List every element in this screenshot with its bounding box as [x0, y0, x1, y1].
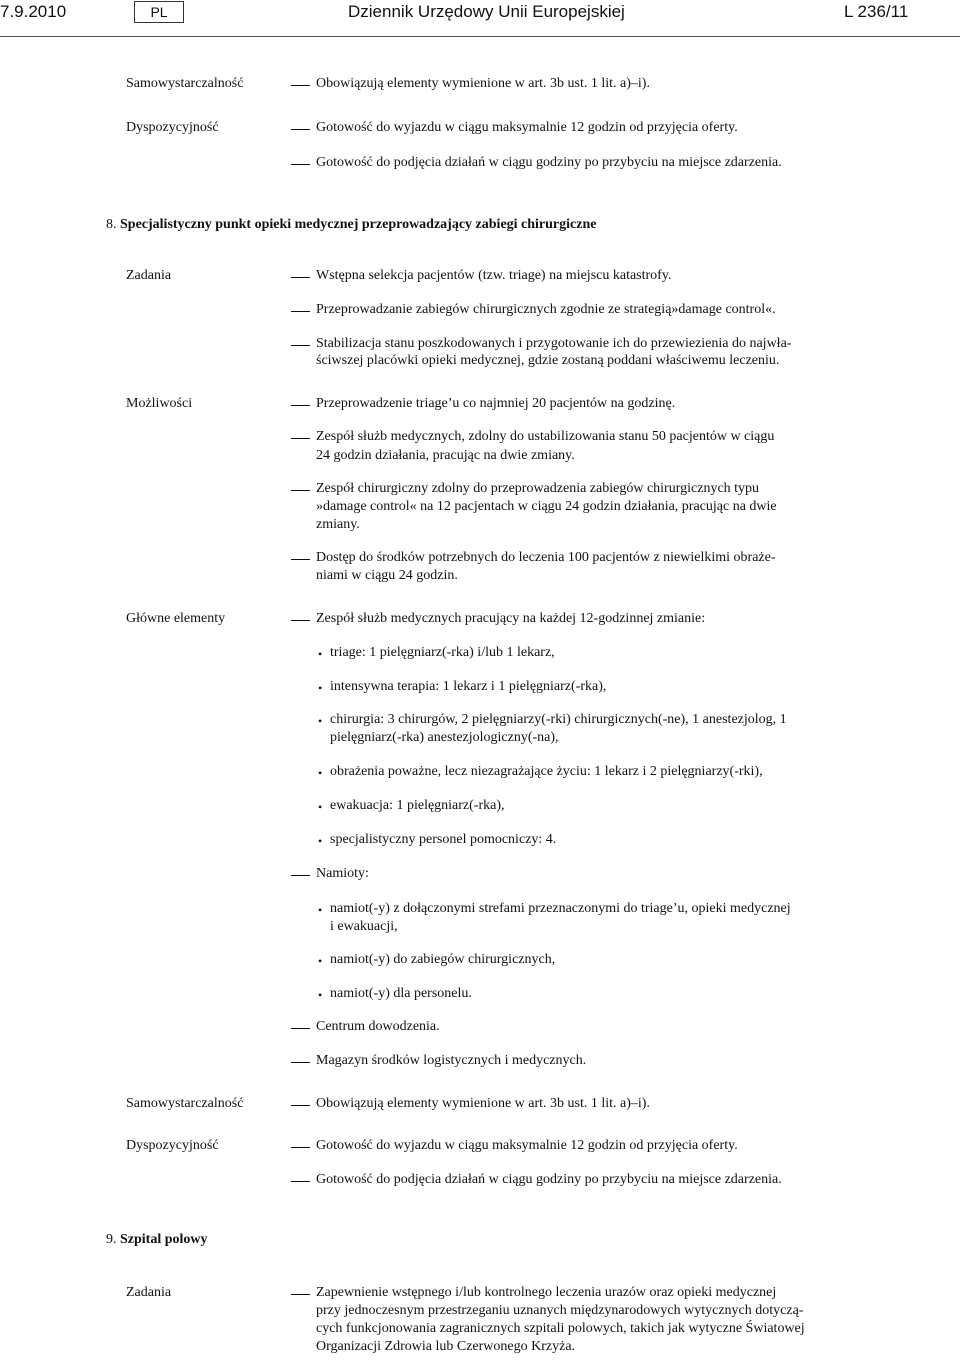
dash-marker: [291, 277, 310, 278]
list-item-continuation: zmiany.: [316, 517, 360, 532]
page-reference: L 236/11: [844, 2, 909, 21]
list-item: Zapewnienie wstępnego i/lub kontrolnego leczenia urazów oraz opieki medycznej: [316, 1285, 777, 1300]
list-item: Centrum dowodzenia.: [316, 1019, 440, 1034]
dash-marker: [291, 875, 310, 876]
list-item: Obowiązują elementy wymienione w art. 3b ust. 1 lit. a)–i).: [316, 1096, 650, 1111]
sub-list-item: chirurgia: 3 chirurgów, 2 pielęgniarzy(-rki) chirurgicznych(-ne), 1 anestezjolog, 1: [330, 712, 787, 727]
row-label-dyspozycyjnosc: Dyspozycyjność: [126, 1138, 219, 1153]
dash-marker: [291, 1062, 310, 1063]
dash-marker: [291, 129, 310, 130]
header-date: 7.9.2010: [0, 2, 67, 21]
row-label-dyspozycyjnosc: Dyspozycyjność: [126, 120, 219, 135]
list-item: Obowiązują elementy wymienione w art. 3b ust. 1 lit. a)–i).: [316, 76, 650, 91]
dash-marker: [291, 405, 310, 406]
dash-marker: [291, 1105, 310, 1106]
bullet-icon: •: [318, 714, 323, 728]
dash-marker: [291, 311, 310, 312]
sub-list-item: triage: 1 pielęgniarz(-rka) i/lub 1 lekarz,: [330, 645, 555, 660]
bullet-icon: •: [318, 988, 323, 1002]
language-badge: PL: [134, 1, 184, 23]
dash-marker: [291, 164, 310, 165]
list-item-continuation: »damage control« na 12 pacjentach w ciągu 24 godzin działania, pracując na dwie: [316, 499, 777, 514]
list-item: Wstępna selekcja pacjentów (tzw. triage) na miejscu katastrofy.: [316, 268, 672, 283]
list-item: Gotowość do podjęcia działań w ciągu godziny po przybyciu na miejsce zdarzenia.: [316, 1172, 782, 1187]
dash-marker: [291, 1147, 310, 1148]
sub-list-item: intensywna terapia: 1 lekarz i 1 pielęgniarz(-rka),: [330, 679, 607, 694]
section-9-heading: [106, 1232, 208, 1248]
dash-marker: [291, 620, 310, 621]
list-item: Przeprowadzenie triage’u co najmniej 20 pacjentów na godzinę.: [316, 396, 676, 411]
list-item-continuation: Organizacji Zdrowia lub Czerwonego Krzyża.: [316, 1339, 576, 1354]
sub-list-item: obrażenia poważne, lecz niezagrażające życiu: 1 lekarz i 2 pielęgniarzy(-rki),: [330, 764, 763, 779]
sub-list-item: namiot(-y) dla personelu.: [330, 986, 472, 1001]
list-item-continuation: przy jednoczesnym przestrzeganiu uznanych międzynarodowych wytycznych dotyczą-: [316, 1303, 804, 1318]
section-8-heading: [106, 217, 596, 233]
list-item-continuation: cych funkcjonowania zagranicznych szpitali polowych, takich jak wytyczne Światowej: [316, 1321, 805, 1336]
sub-list-item-continuation: i ewakuacji,: [330, 919, 398, 934]
row-label-zadania: Zadania: [126, 268, 172, 283]
list-item: Magazyn środków logistycznych i medycznych.: [316, 1053, 587, 1068]
header-divider: [0, 36, 960, 37]
journal-title: Dziennik Urzędowy Unii Europejskiej: [348, 2, 625, 21]
bullet-icon: •: [318, 766, 323, 780]
bullet-icon: •: [318, 954, 323, 968]
section-number: 8.: [106, 217, 117, 232]
sub-list-item-continuation: pielęgniarz(-rka) anestezjologiczny(-na),: [330, 730, 559, 745]
row-label-samowystarczalnosc: Samowystarczalność: [126, 76, 244, 91]
row-label-glowne-elementy: Główne elementy: [126, 611, 226, 626]
row-label-samowystarczalnosc: Samowystarczalność: [126, 1096, 244, 1111]
sub-list-item: namiot(-y) z dołączonymi strefami przeznaczonymi do triage’u, opieki medycznej: [330, 901, 791, 916]
dash-marker: [291, 1028, 310, 1029]
list-item: Zespół chirurgiczny zdolny do przeprowadzenia zabiegów chirurgicznych typu: [316, 481, 760, 496]
list-item: Namioty:: [316, 866, 369, 881]
section-number: 9.: [106, 1232, 117, 1247]
bullet-icon: •: [318, 647, 323, 661]
list-item: Zespół służb medycznych, zdolny do ustabilizowania stanu 50 pacjentów w ciągu: [316, 429, 775, 444]
dash-marker: [291, 1294, 310, 1295]
sub-list-item: ewakuacja: 1 pielęgniarz(-rka),: [330, 798, 505, 813]
dash-marker: [291, 85, 310, 86]
bullet-icon: •: [318, 834, 323, 848]
list-item-continuation: 24 godzin działania, pracując na dwie zmiany.: [316, 448, 575, 463]
list-item: Dostęp do środków potrzebnych do leczenia 100 pacjentów z niewielkimi obraże-: [316, 550, 776, 565]
dash-marker: [291, 559, 310, 560]
list-item: Stabilizacja stanu poszkodowanych i przygotowanie ich do przewiezienia do najwła-: [316, 336, 792, 351]
list-item: Gotowość do wyjazdu w ciągu maksymalnie 12 godzin od przyjęcia oferty.: [316, 1138, 738, 1153]
section-title: Szpital polowy: [120, 1232, 208, 1247]
list-item: Przeprowadzanie zabiegów chirurgicznych zgodnie ze strategią»damage control«.: [316, 302, 776, 317]
list-item: Gotowość do wyjazdu w ciągu maksymalnie 12 godzin od przyjęcia oferty.: [316, 120, 738, 135]
dash-marker: [291, 438, 310, 439]
list-item: Zespół służb medycznych pracujący na każdej 12-godzinnej zmianie:: [316, 611, 706, 626]
bullet-icon: •: [318, 800, 323, 814]
dash-marker: [291, 345, 310, 346]
dash-marker: [291, 1181, 310, 1182]
bullet-icon: •: [318, 903, 323, 917]
row-label-mozliwosci: Możliwości: [126, 396, 193, 411]
section-title: Specjalistyczny punkt opieki medycznej przeprowadzający zabiegi chirurgiczne: [120, 217, 597, 232]
list-item-continuation: niami w ciągu 24 godzin.: [316, 568, 458, 583]
sub-list-item: specjalistyczny personel pomocniczy: 4.: [330, 832, 557, 847]
bullet-icon: •: [318, 681, 323, 695]
sub-list-item: namiot(-y) do zabiegów chirurgicznych,: [330, 952, 556, 967]
dash-marker: [291, 490, 310, 491]
list-item-continuation: ściwszej placówki opieki medycznej, gdzie zostaną poddani właściwemu leczeniu.: [316, 353, 780, 368]
row-label-zadania: Zadania: [126, 1285, 172, 1300]
list-item: Gotowość do podjęcia działań w ciągu godziny po przybyciu na miejsce zdarzenia.: [316, 155, 782, 170]
